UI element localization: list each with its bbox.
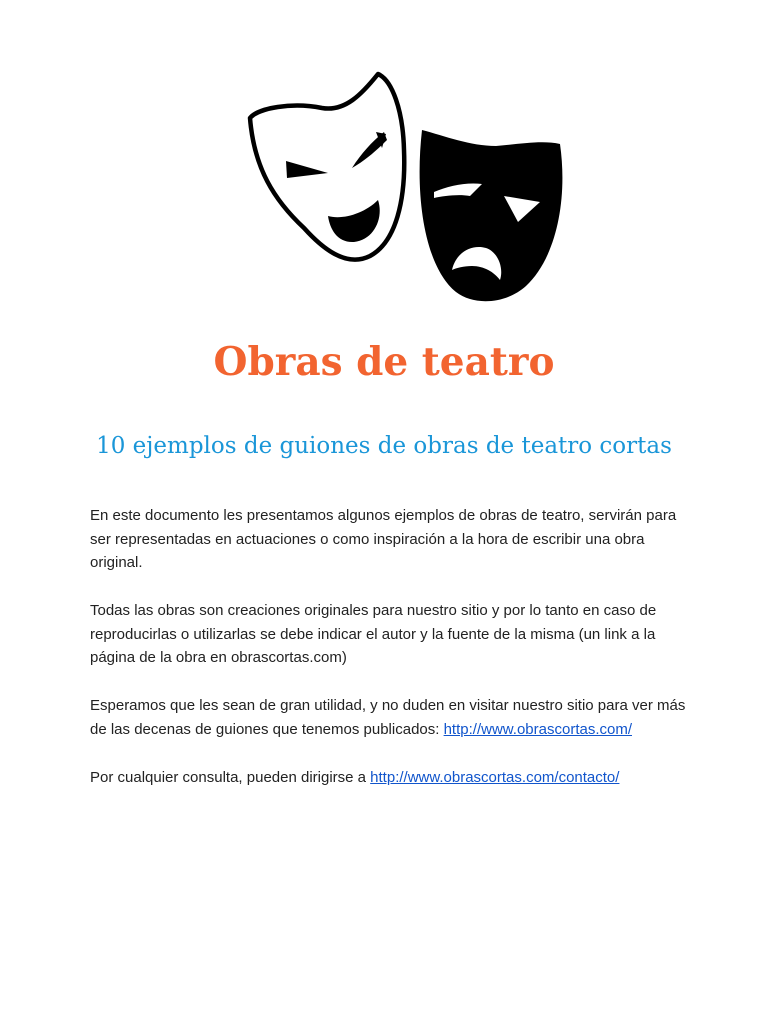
document-subtitle: 10 ejemplos de guiones de obras de teatro cortas: [96, 433, 672, 459]
document-body: [90, 504, 690, 814]
contact-link[interactable]: http://www.obrascortas.com/contacto/: [370, 768, 620, 786]
usage-paragraph: Todas las obras son creaciones originales para nuestro sitio y por lo tanto en caso de reproducirlas o utilizarlas se debe indicar el autor y la fuente de la misma (un link a la página de la obra en obrascortas.com): [90, 602, 657, 666]
intro-paragraph: En este documento les presentamos algunos ejemplos de obras de teatro, servirán para ser representadas en actuaciones o como inspiración a la hora de escribir una obra original.: [90, 507, 677, 571]
visit-text: Esperamos que les sean de gran utilidad, y no duden en visitar nuestro sitio para ver más de las decenas de guiones que tenemos publicados:: [90, 697, 686, 738]
visit-paragraph: [90, 694, 690, 741]
tragedy-mask: [420, 130, 563, 301]
site-link[interactable]: http://www.obrascortas.com/: [443, 720, 632, 738]
comedy-mask: [250, 74, 404, 260]
contact-paragraph: [90, 766, 690, 790]
theatre-masks-icon: [244, 68, 570, 308]
contact-text: Por cualquier consulta, pueden dirigirse a: [90, 768, 371, 786]
document-title: Obras de teatro: [213, 339, 555, 385]
